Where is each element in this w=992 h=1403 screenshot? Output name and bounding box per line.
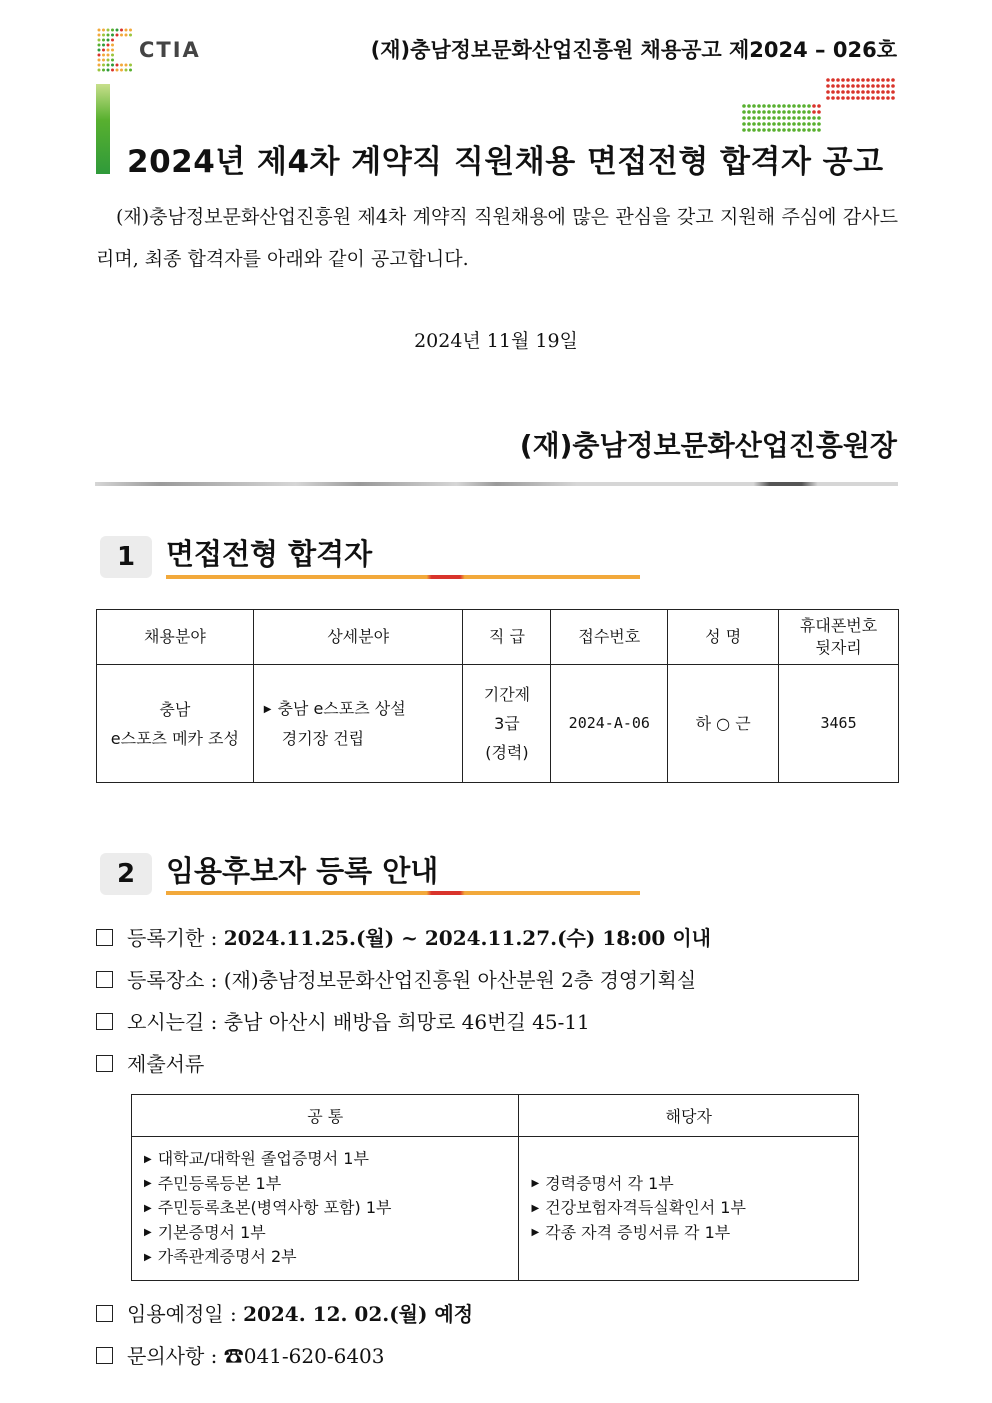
col-header: 상세분야 xyxy=(253,610,463,665)
dot xyxy=(891,90,895,94)
dot xyxy=(831,84,835,88)
dot xyxy=(742,110,746,114)
dot xyxy=(111,39,114,42)
dot xyxy=(102,54,105,57)
dot xyxy=(102,49,105,52)
dot xyxy=(851,90,855,94)
dot xyxy=(886,78,890,82)
dot xyxy=(792,116,796,120)
dot xyxy=(881,96,885,100)
dot xyxy=(876,84,880,88)
dot xyxy=(742,104,746,108)
dot xyxy=(757,104,761,108)
dot xyxy=(797,104,801,108)
triangle-bullet-icon: ▶ xyxy=(144,1178,152,1189)
dot xyxy=(777,110,781,114)
dot xyxy=(102,59,105,62)
dot xyxy=(792,110,796,114)
checkbox-icon xyxy=(96,1013,113,1030)
dot xyxy=(98,44,101,47)
dot xyxy=(876,96,880,100)
dot xyxy=(747,116,751,120)
dot xyxy=(817,104,821,108)
cell-field: 충남 e스포츠 메카 조성 xyxy=(97,665,254,783)
dot xyxy=(102,34,105,37)
dot xyxy=(752,122,756,126)
common-docs-list xyxy=(144,1147,506,1270)
dot xyxy=(111,54,114,57)
dot xyxy=(102,39,105,42)
cell-receipt-no: 2024-A-06 xyxy=(551,665,668,783)
dot xyxy=(98,54,101,57)
checkbox-icon xyxy=(96,929,113,946)
list-item: ▶ 대학교/대학원 졸업증명서 1부 xyxy=(144,1147,506,1172)
dot xyxy=(98,69,101,72)
applicable-docs-list xyxy=(531,1172,846,1246)
dot xyxy=(102,64,105,67)
dot xyxy=(797,116,801,120)
section-number: 2 xyxy=(100,853,152,895)
dot xyxy=(747,110,751,114)
checkbox-icon xyxy=(96,1347,113,1364)
dot xyxy=(98,29,101,32)
list-item: ▶ 건강보험자격득실확인서 1부 xyxy=(531,1196,846,1221)
ctia-logo xyxy=(97,28,217,76)
dot xyxy=(120,64,123,67)
dot xyxy=(807,128,811,132)
dot xyxy=(772,116,776,120)
section-title: 면접전형 합격자 xyxy=(166,537,373,571)
dot xyxy=(881,78,885,82)
dot xyxy=(107,29,110,32)
triangle-bullet-icon: ▶ xyxy=(263,704,272,715)
dot xyxy=(98,59,101,62)
dot xyxy=(747,122,751,126)
dot xyxy=(111,49,114,52)
dot xyxy=(836,84,840,88)
dot xyxy=(871,84,875,88)
checkbox-icon xyxy=(96,971,113,988)
dot xyxy=(107,69,110,72)
checkbox-icon xyxy=(96,1055,113,1072)
dot xyxy=(107,39,110,42)
dot xyxy=(841,84,845,88)
dot xyxy=(826,78,830,82)
dot xyxy=(817,116,821,120)
dot xyxy=(107,44,110,47)
dot xyxy=(836,78,840,82)
dot xyxy=(797,122,801,126)
dot xyxy=(107,34,110,37)
dot xyxy=(120,69,123,72)
dot xyxy=(871,78,875,82)
notice-number: (재)충남정보문화산업진흥원 채용공고 제2024 – 026호 xyxy=(370,38,897,62)
dot xyxy=(125,64,128,67)
dot xyxy=(787,122,791,126)
dot xyxy=(782,116,786,120)
dot xyxy=(802,122,806,126)
dot xyxy=(876,78,880,82)
section-underline xyxy=(166,575,640,579)
dot xyxy=(797,110,801,114)
dot xyxy=(777,116,781,120)
dot xyxy=(116,29,119,32)
dot xyxy=(866,84,870,88)
list-item: ▶ 각종 자격 증빙서류 각 1부 xyxy=(531,1221,846,1246)
triangle-bullet-icon: ▶ xyxy=(144,1202,152,1214)
dot xyxy=(792,128,796,132)
dot xyxy=(116,69,119,72)
dot xyxy=(111,59,114,62)
cell-grade: 기간제 3급 (경력) xyxy=(463,665,551,783)
dot xyxy=(111,44,114,47)
cell-name: 하 ○ 근 xyxy=(668,665,779,783)
col-header: 성 명 xyxy=(668,610,779,665)
dot xyxy=(836,96,840,100)
dot xyxy=(767,104,771,108)
list-item: ▶ 기본증명서 1부 xyxy=(144,1221,506,1246)
dot xyxy=(747,128,751,132)
dot xyxy=(120,34,123,37)
dot xyxy=(762,104,766,108)
triangle-bullet-icon: ▶ xyxy=(144,1251,152,1263)
contact: 문의사항 : ☎041-620-6403 xyxy=(96,1340,385,1369)
dot xyxy=(817,110,821,114)
triangle-bullet-icon: ▶ xyxy=(531,1227,540,1238)
dot xyxy=(767,128,771,132)
list-item: ▶ 주민등록등본 1부 xyxy=(144,1172,506,1197)
dot xyxy=(812,104,816,108)
dot xyxy=(752,116,756,120)
dot xyxy=(111,29,114,32)
dot xyxy=(777,122,781,126)
dot xyxy=(802,110,806,114)
dot xyxy=(812,128,816,132)
dot xyxy=(807,116,811,120)
dot xyxy=(826,84,830,88)
dot xyxy=(841,90,845,94)
dot xyxy=(782,122,786,126)
dot xyxy=(851,84,855,88)
dot xyxy=(792,104,796,108)
dot xyxy=(772,104,776,108)
dot xyxy=(787,128,791,132)
dot xyxy=(125,69,128,72)
dot xyxy=(125,34,128,37)
dot xyxy=(787,116,791,120)
dot xyxy=(742,128,746,132)
section-title: 임용후보자 등록 안내 xyxy=(166,854,439,888)
dot xyxy=(812,110,816,114)
dot xyxy=(856,78,860,82)
dot xyxy=(831,78,835,82)
dot xyxy=(757,116,761,120)
dot xyxy=(752,110,756,114)
applicable-docs-cell xyxy=(519,1137,859,1281)
dot xyxy=(807,104,811,108)
col-header: 접수번호 xyxy=(551,610,668,665)
dot xyxy=(881,84,885,88)
documents-table xyxy=(131,1094,859,1281)
dot xyxy=(826,90,830,94)
dot xyxy=(752,104,756,108)
section-underline xyxy=(166,891,640,895)
dot xyxy=(826,96,830,100)
dot xyxy=(111,34,114,37)
logo-dots-icon xyxy=(97,28,137,74)
dot xyxy=(866,78,870,82)
triangle-bullet-icon: ▶ xyxy=(144,1227,152,1238)
dot xyxy=(762,128,766,132)
dot xyxy=(107,49,110,52)
dot xyxy=(757,110,761,114)
dot xyxy=(757,128,761,132)
dot xyxy=(757,122,761,126)
dot xyxy=(881,90,885,94)
dot xyxy=(111,69,114,72)
dot xyxy=(787,104,791,108)
dot xyxy=(107,64,110,67)
dot xyxy=(102,29,105,32)
col-header: 채용분야 xyxy=(97,610,254,665)
dot xyxy=(102,69,105,72)
dot xyxy=(782,110,786,114)
dot xyxy=(831,96,835,100)
passer-table xyxy=(96,609,899,783)
dot xyxy=(866,90,870,94)
dot xyxy=(861,96,865,100)
dot xyxy=(752,128,756,132)
dot xyxy=(98,49,101,52)
dot xyxy=(102,44,105,47)
dot xyxy=(831,90,835,94)
dot xyxy=(777,104,781,108)
dot xyxy=(747,104,751,108)
list-item: ▶ 경력증명서 각 1부 xyxy=(531,1172,846,1197)
dot xyxy=(767,110,771,114)
checkbox-icon xyxy=(96,1305,113,1322)
dot xyxy=(772,128,776,132)
dot xyxy=(782,128,786,132)
section-number: 1 xyxy=(100,536,152,578)
dot xyxy=(891,78,895,82)
list-item: ▶ 주민등록초본(병역사항 포함) 1부 xyxy=(144,1196,506,1221)
dot xyxy=(886,90,890,94)
dot xyxy=(797,128,801,132)
dot xyxy=(782,104,786,108)
common-docs-cell xyxy=(132,1137,519,1281)
dot xyxy=(871,96,875,100)
registration-place: 등록장소 : (재)충남정보문화산업진흥원 아산분원 2층 경영기획실 xyxy=(96,964,696,993)
dot xyxy=(129,69,132,72)
dot xyxy=(129,29,132,32)
col-header: 휴대폰번호 뒷자리 xyxy=(779,610,899,665)
decorative-dots-icon xyxy=(738,76,900,134)
table-row xyxy=(132,1137,859,1281)
dot xyxy=(116,64,119,67)
dot xyxy=(876,90,880,94)
dot xyxy=(886,84,890,88)
col-header: 공 통 xyxy=(132,1095,519,1137)
dot xyxy=(886,96,890,100)
dot xyxy=(762,122,766,126)
dot xyxy=(807,110,811,114)
dot xyxy=(871,90,875,94)
dot xyxy=(817,122,821,126)
directions: 오시는길 : 충남 아산시 배방읍 희망로 46번길 45-11 xyxy=(96,1006,590,1035)
divider xyxy=(95,482,898,486)
dot xyxy=(817,128,821,132)
table-header-row xyxy=(132,1095,859,1137)
logo-text: CTIA xyxy=(139,38,201,62)
triangle-bullet-icon: ▶ xyxy=(531,1178,540,1189)
dot xyxy=(812,116,816,120)
triangle-bullet-icon: ▶ xyxy=(144,1153,152,1165)
col-header: 해당자 xyxy=(519,1095,859,1137)
dot xyxy=(777,128,781,132)
table-header-row xyxy=(97,610,899,665)
table-row xyxy=(97,665,899,783)
dot xyxy=(772,110,776,114)
dot xyxy=(98,64,101,67)
dot xyxy=(107,54,110,57)
dot xyxy=(792,122,796,126)
cell-detail: ▶ 충남 e스포츠 상설 경기장 건립 xyxy=(253,665,463,783)
dot xyxy=(846,78,850,82)
dot xyxy=(762,116,766,120)
page-title: 2024년 제4차 계약직 직원채용 면접전형 합격자 공고 xyxy=(127,144,884,180)
dot xyxy=(861,90,865,94)
dot xyxy=(866,96,870,100)
registration-deadline: 등록기한 : 2024.11.25.(월) ~ 2024.11.27.(수) 18:00 이내 xyxy=(96,922,711,951)
dot xyxy=(846,96,850,100)
dot xyxy=(767,116,771,120)
dot xyxy=(802,104,806,108)
dot xyxy=(762,110,766,114)
dot xyxy=(856,96,860,100)
dot xyxy=(851,78,855,82)
dot xyxy=(861,78,865,82)
cell-phone-tail: 3465 xyxy=(779,665,899,783)
dot xyxy=(129,34,132,37)
dot xyxy=(802,116,806,120)
dot xyxy=(742,122,746,126)
dot xyxy=(807,122,811,126)
dot xyxy=(856,84,860,88)
dot xyxy=(851,96,855,100)
dot xyxy=(767,122,771,126)
dot xyxy=(787,110,791,114)
appointment-date: 임용예정일 : 2024. 12. 02.(월) 예정 xyxy=(96,1298,473,1327)
triangle-bullet-icon: ▶ xyxy=(531,1202,540,1214)
dot xyxy=(812,122,816,126)
dot xyxy=(802,128,806,132)
submission-docs-label: 제출서류 xyxy=(96,1048,204,1077)
dot xyxy=(856,90,860,94)
dot xyxy=(98,34,101,37)
notice-date: 2024년 11월 19일 xyxy=(414,330,578,352)
dot xyxy=(861,84,865,88)
dot xyxy=(116,34,119,37)
dot xyxy=(841,78,845,82)
col-header: 직 급 xyxy=(463,610,551,665)
dot xyxy=(846,84,850,88)
dot xyxy=(120,29,123,32)
list-item: ▶ 가족관계증명서 2부 xyxy=(144,1245,506,1270)
signer: (재)충남정보문화산업진흥원장 xyxy=(519,429,897,462)
intro-paragraph: (재)충남정보문화산업진흥원 제4차 계약직 직원채용에 많은 관심을 갖고 지원해 주심에 감사드리며, 최종 합격자를 아래와 같이 공고합니다. xyxy=(96,206,898,270)
dot xyxy=(846,90,850,94)
dot xyxy=(742,116,746,120)
title-accent-bar xyxy=(96,84,110,174)
dot xyxy=(129,64,132,67)
dot xyxy=(107,59,110,62)
dot xyxy=(836,90,840,94)
dot xyxy=(772,122,776,126)
dot xyxy=(891,84,895,88)
dot xyxy=(111,64,114,67)
dot xyxy=(841,96,845,100)
dot xyxy=(891,96,895,100)
dot xyxy=(125,29,128,32)
dot xyxy=(98,39,101,42)
